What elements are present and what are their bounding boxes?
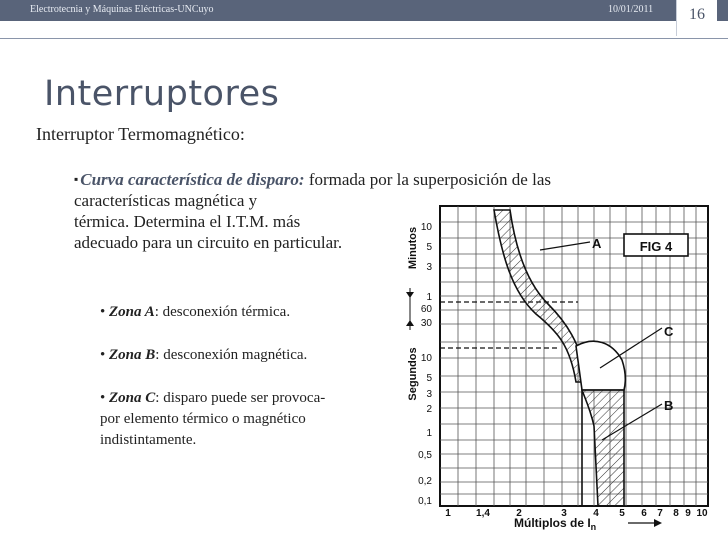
x-axis-title	[514, 516, 596, 532]
bullet-line-3: térmica. Determina el I.T.M. más	[74, 212, 301, 231]
page-number: 16	[676, 0, 717, 36]
second-tick: 10	[420, 353, 432, 364]
zone-b-marker: B	[664, 398, 674, 413]
x-axis-title-subscript: n	[590, 522, 597, 532]
x-tick: 1	[445, 508, 451, 519]
x-tick: 5	[619, 508, 625, 519]
minutes-axis-label: Minutos	[407, 226, 419, 270]
zone-c-item	[100, 388, 325, 409]
zone-b-text: : desconexión magnética.	[155, 347, 308, 363]
subtitle: Interruptor Termomagnético:	[36, 124, 245, 144]
x-tick: 4	[593, 508, 599, 519]
x-tick: 7	[657, 508, 663, 519]
zone-c-label: Zona C	[109, 390, 156, 406]
zone-a-prefix: •	[100, 304, 110, 320]
x-tick: 1,4	[476, 508, 490, 519]
second-tick: 0,1	[418, 496, 432, 507]
x-axis-title-text: Múltiplos de I	[514, 516, 591, 530]
x-tick: 9	[685, 508, 691, 519]
zone-c-marker: C	[664, 324, 674, 339]
zone-c-cont-2: indistintamente.	[100, 432, 197, 448]
zone-gap	[100, 366, 325, 388]
x-axis-arrow-head	[654, 519, 662, 527]
bullet-line-1	[74, 169, 694, 190]
second-tick: 2	[426, 404, 432, 415]
minute-tick: 1	[426, 292, 432, 303]
minute-tick: 5	[426, 242, 432, 253]
course-name: Electrotecnia y Máquinas Eléctricas-UNCuyo	[30, 4, 214, 15]
trip-curve-svg	[398, 196, 714, 532]
zone-b-prefix: •	[100, 347, 110, 363]
zone-b-item	[100, 345, 325, 366]
second-tick: 30	[420, 318, 432, 329]
fig-label: FIG 4	[639, 239, 673, 254]
bracket-arrow-down	[406, 292, 414, 298]
zone-a-item	[100, 302, 325, 323]
second-tick: 3	[426, 389, 432, 400]
zone-a-text: : desconexión térmica.	[154, 304, 291, 320]
zone-c-text: : disparo puede ser provoca-	[155, 390, 326, 406]
x-tick: 2	[516, 508, 522, 519]
second-tick: 0,2	[418, 476, 432, 487]
bullet-marker: ▪	[74, 172, 79, 186]
seconds-axis-label: Segundos	[407, 347, 419, 401]
second-tick: 5	[426, 373, 432, 384]
header-divider	[0, 38, 728, 39]
bullet-line-2: características magnética y	[74, 191, 258, 210]
x-tick: 6	[641, 508, 647, 519]
minute-tick: 10	[420, 222, 432, 233]
zone-gap	[100, 323, 325, 345]
slide-date: 10/01/2011	[608, 4, 654, 15]
bullet-line1-rest: formada por la superposición de las	[304, 170, 551, 189]
second-tick: 60	[420, 304, 432, 315]
x-tick: 3	[561, 508, 567, 519]
header-bar	[0, 0, 728, 21]
bullet-emphasis: Curva característica de disparo:	[80, 170, 305, 189]
zone-a-marker: A	[592, 236, 602, 251]
bullet-line-4: adecuado para un circuito en particular.	[74, 233, 343, 252]
zone-c-cont-1: por elemento térmico o magnético	[100, 411, 306, 427]
zone-a-label: Zona A	[109, 304, 155, 320]
x-tick: 10	[696, 508, 708, 519]
page-title: Interruptores	[44, 74, 280, 114]
x-tick: 8	[673, 508, 679, 519]
trip-curve-figure	[398, 196, 714, 532]
second-tick: 1	[426, 428, 432, 439]
zone-b-label: Zona B	[109, 347, 156, 363]
second-tick: 0,5	[418, 450, 432, 461]
zone-list	[100, 302, 325, 451]
zone-c-prefix: •	[100, 390, 110, 406]
minute-tick: 3	[426, 262, 432, 273]
bracket-arrow-up	[406, 320, 414, 326]
